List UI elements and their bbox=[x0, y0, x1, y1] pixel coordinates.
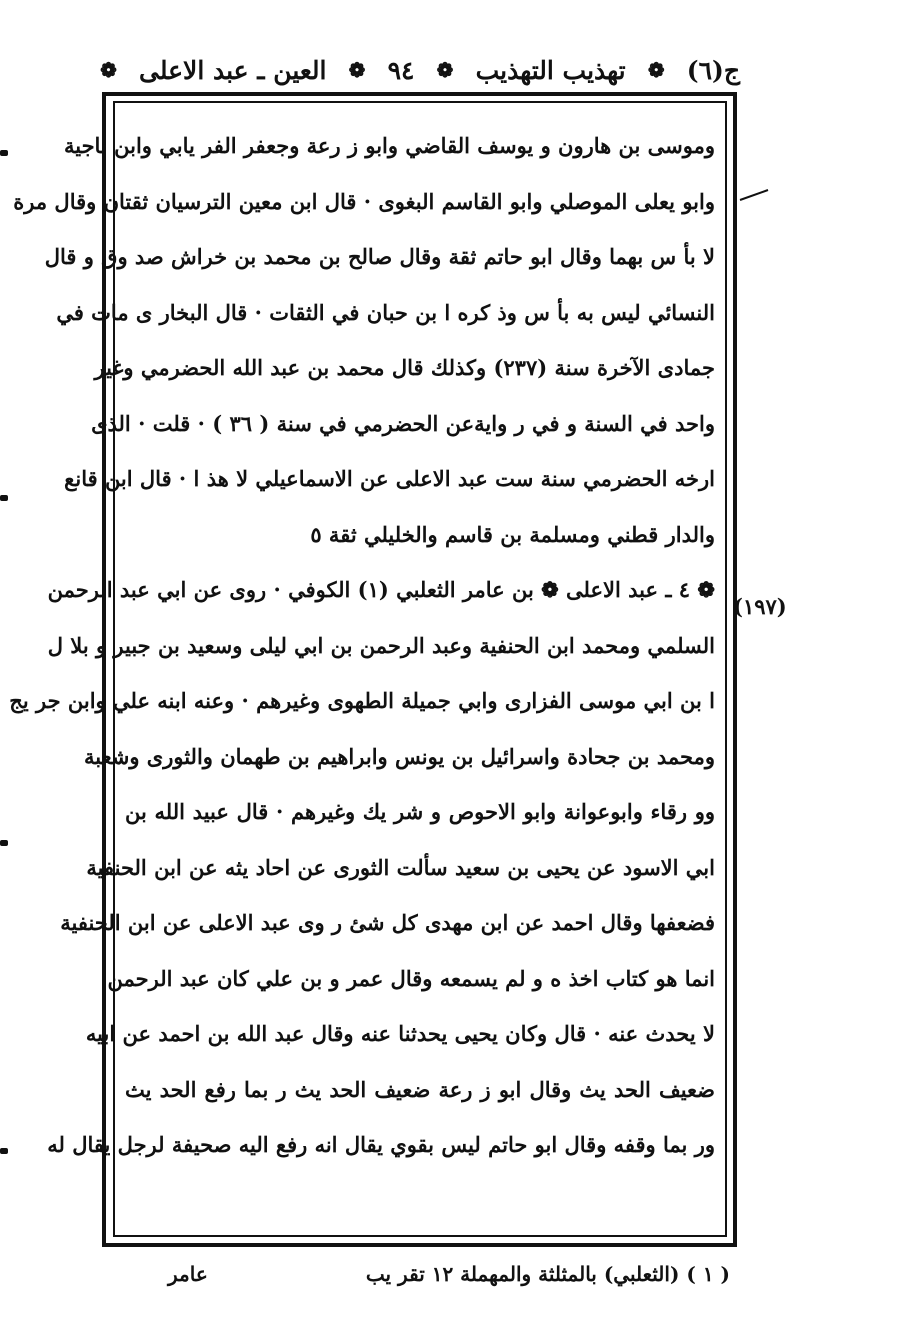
text-line: وموسى بن هارون و يوسف القاضي وابو ز رعة وجعفر الفر يابي وابن ناجية bbox=[63, 133, 715, 158]
edge-mark bbox=[0, 1148, 8, 1154]
margin-tick-mark bbox=[738, 188, 770, 202]
entry-number: (١٩٧) bbox=[733, 594, 787, 619]
edge-mark bbox=[0, 495, 8, 501]
text-line: ابي الاسود عن يحيى بن سعيد سألت الثورى عن احاد يثه عن ابن الحنفية bbox=[86, 854, 715, 880]
text-line: ور بما وقفه وقال ابو حاتم ليس بقوي يقال انه رفع اليه صحيفة لرجل يقال له bbox=[47, 1132, 715, 1157]
text-line: ارخه الحضرمي سنة ست عبد الاعلى عن الاسماعيلي لا هذ ا · قال ابن قانع bbox=[64, 466, 715, 491]
catchword: عامر bbox=[168, 1262, 208, 1286]
text-line: انما هو كتاب اخذ ه و لم يسمعه وقال عمر و بن علي كان عبد الرحمن bbox=[107, 965, 715, 991]
text-line: ❁ ٤ ـ عبد الاعلى ❁ بن عامر الثعلبي (١) الكوفي · روى عن ابي عبد الرحمن bbox=[47, 577, 715, 602]
text-line: ا بن ابي موسى الفزارى وابي جميلة الطهوى وغيرهم · وعنه ابنه علي وابن جر يج bbox=[9, 688, 715, 713]
text-line: السلمي ومحمد ابن الحنفية وعبد الرحمن بن ابي ليلى وسعيد بن جبير و بلا ل bbox=[47, 632, 715, 658]
book-title: تهذيب التهذيب bbox=[475, 55, 626, 85]
footnote: ( ١ ) (الثعلبي) بالمثلثة والمهملة ١٢ تقر يب bbox=[365, 1262, 730, 1286]
header-ornament-1: ❁ bbox=[647, 58, 665, 82]
volume-label: ج(٦) bbox=[686, 55, 740, 85]
edge-mark bbox=[0, 150, 8, 156]
page-number: ٩٤ bbox=[387, 55, 415, 85]
header-ornament-4: ❁ bbox=[100, 58, 117, 82]
text-line: لا بأ س بهما وقال ابو حاتم ثقة وقال صالح بن محمد بن خراش صد وق و قال bbox=[44, 244, 715, 269]
text-line: لا يحدث عنه · قال وكان يحيى يحدثنا عنه وقال عبد الله بن احمد عن ابيه bbox=[85, 1021, 715, 1046]
text-line: جمادى الآخرة سنة (٢٣٧) وكذلك قال محمد بن عبد الله الحضرمي وغير bbox=[94, 355, 715, 380]
text-line: ومحمد بن جحادة واسرائيل بن يونس وابراهيم بن طهمان والثورى وشعبة bbox=[84, 743, 715, 769]
page-body bbox=[9, 118, 715, 1173]
text-line: ضعيف الحد يث وقال ابو ز رعة ضعيف الحد يث ر بما رفع الحد يث bbox=[125, 1076, 715, 1102]
text-line: وو رقاء وابوعوانة وابو الاحوص و شر يك وغيرهم · قال عبيد الله بن bbox=[125, 799, 715, 824]
text-line: وابو يعلى الموصلي وابو القاسم البغوى · قال ابن معين الترسيان ثقتان وقال مرة bbox=[13, 188, 715, 214]
header-ornament-2: ❁ bbox=[436, 58, 454, 82]
page-header bbox=[100, 48, 740, 92]
edge-mark bbox=[0, 840, 8, 846]
text-line: والدار قطني ومسلمة بن قاسم والخليلي ثقة ٥ bbox=[310, 521, 715, 547]
text-line: النسائي ليس به بأ س وذ كره ا بن حبان في الثقات · قال البخار ى مات في bbox=[56, 299, 715, 325]
section-title: العين ـ عبد الاعلى bbox=[139, 55, 327, 85]
text-line: فضعفها وقال احمد عن ابن مهدى كل شئ ر وى عبد الاعلى عن ابن الحنفية bbox=[60, 910, 715, 935]
header-ornament-3: ❁ bbox=[348, 58, 366, 82]
text-line: واحد في السنة و في ر وايةعن الحضرمي في سنة ( ٣٦ ) · قلت · الذى bbox=[91, 410, 715, 436]
